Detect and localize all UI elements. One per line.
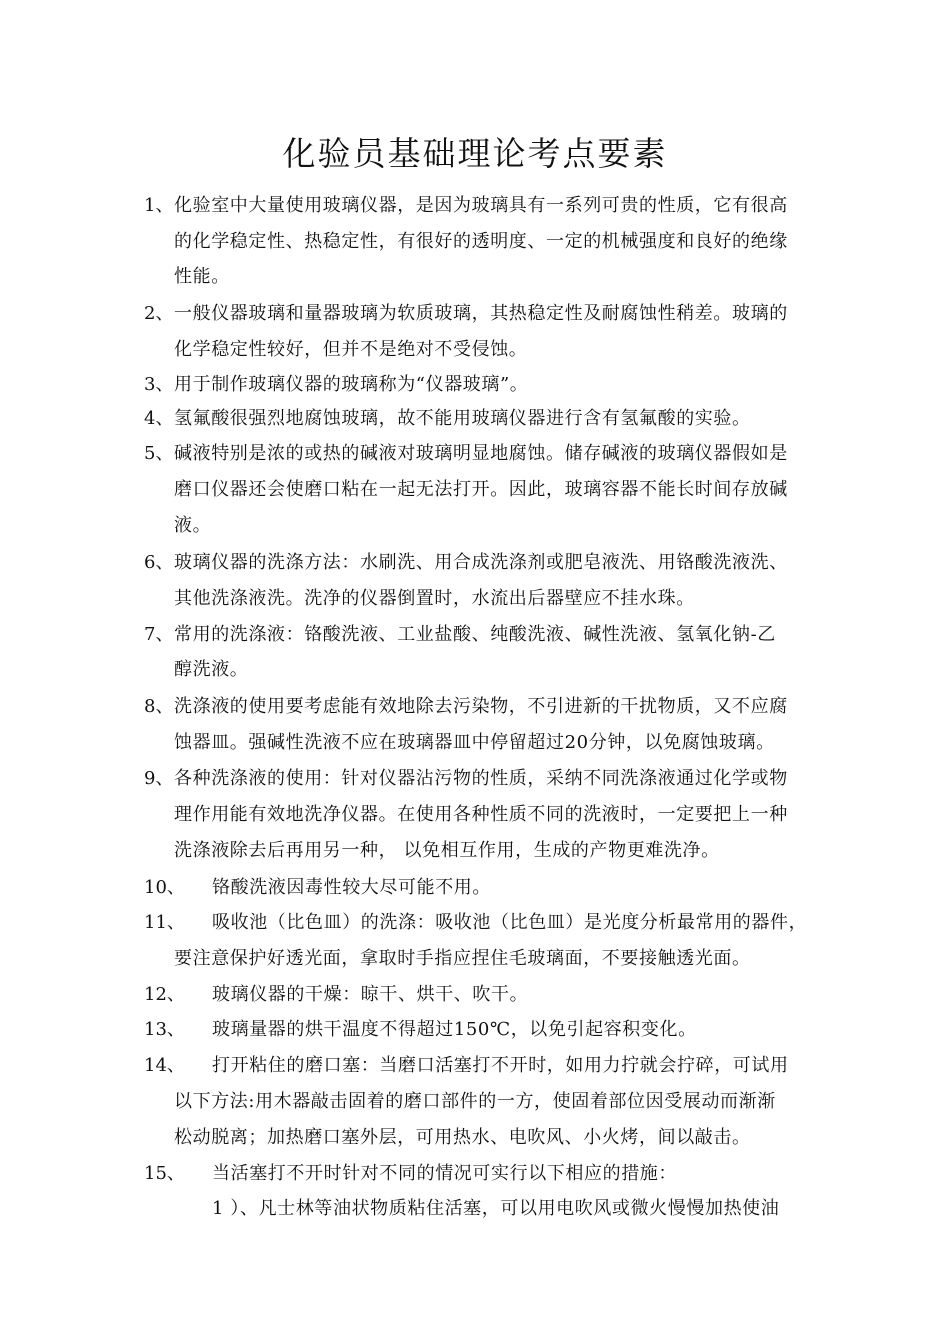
item-number: 9、 <box>144 768 174 789</box>
sub-item-text: 1 ）、凡士林等油状物质粘住活塞，可以用电吹风或微火慢慢加热使油 <box>212 1198 780 1219</box>
item-text: 常用的洗涤液：铬酸洗液、工业盐酸、纯酸洗液、碱性洗液、氢氧化钠-乙 <box>174 624 776 645</box>
item-text: 一般仪器玻璃和量器玻璃为软质玻璃，其热稳定性及耐腐蚀性稍差。玻璃的 <box>174 303 788 324</box>
page-title: 化验员基础理论考点要素 <box>282 134 668 173</box>
item-text: 性能。 <box>174 266 230 287</box>
item-number: 2、 <box>144 303 174 324</box>
item-text: 以下方法:用木器敲击固着的磨口部件的一方，使固着部位因受展动而渐渐 <box>174 1091 776 1112</box>
item-text: 的化学稳定性、热稳定性，有很好的透明度、一定的机械强度和良好的绝缘 <box>174 231 788 252</box>
item-number: 15、 <box>144 1163 185 1184</box>
item-text: 氢氟酸很强烈地腐蚀玻璃，故不能用玻璃仪器进行含有氢氟酸的实验。 <box>174 408 751 429</box>
item-text: 化学稳定性较好，但并不是绝对不受侵蚀。 <box>174 339 528 360</box>
item-number: 12、 <box>144 984 185 1005</box>
item-text: 液。 <box>174 515 212 536</box>
item-text: 各种洗涤液的使用：针对仪器沾污物的性质，采纳不同洗涤液通过化学或物 <box>174 768 788 789</box>
item-text: 理作用能有效地洗净仪器。在使用各种性质不同的洗液时，一定要把上一种 <box>174 804 788 825</box>
item-text: 洗涤液的使用要考虑能有效地除去污染物，不引进新的干扰物质，又不应腐 <box>174 696 788 717</box>
item-number: 5、 <box>144 443 174 464</box>
item-number: 11、 <box>144 912 185 933</box>
item-number: 10、 <box>144 877 185 898</box>
item-text: 洗涤液除去后再用另一种， 以免相互作用，生成的产物更难洗净。 <box>174 840 720 861</box>
item-number: 8、 <box>144 696 174 717</box>
item-text: 打开粘住的磨口塞：当磨口活塞打不开时，如用力拧就会拧碎，可试用 <box>212 1055 789 1076</box>
item-number: 7、 <box>144 624 174 645</box>
item-text: 玻璃仪器的干燥：晾干、烘干、吹干。 <box>212 984 529 1005</box>
item-text: 醇洗液。 <box>174 659 249 680</box>
item-number: 13、 <box>144 1019 185 1040</box>
item-text: 磨口仪器还会使磨口粘在一起无法打开。因此，玻璃容器不能长时间存放碱 <box>174 479 788 500</box>
item-text: 碱液特别是浓的或热的碱液对玻璃明显地腐蚀。储存碱液的玻璃仪器假如是 <box>174 443 788 464</box>
item-text: 蚀器皿。强碱性洗液不应在玻璃器皿中停留超过20分钟，以免腐蚀玻璃。 <box>174 732 775 753</box>
item-text: 要注意保护好透光面，拿取时手指应捏住毛玻璃面，不要接触透光面。 <box>174 948 751 969</box>
item-text: 当活塞打不开时针对不同的情况可实行以下相应的措施： <box>212 1163 677 1184</box>
item-text: 用于制作玻璃仪器的玻璃称为“仪器玻璃”。 <box>174 374 529 395</box>
item-number: 6、 <box>144 552 174 573</box>
item-text: 玻璃量器的烘干温度不得超过150℃，以免引起容积变化。 <box>212 1019 697 1040</box>
item-text: 化验室中大量使用玻璃仪器，是因为玻璃具有一系列可贵的性质，它有很高 <box>174 195 788 216</box>
item-number: 4、 <box>144 408 174 429</box>
item-text: 松动脱离；加热磨口塞外层，可用热水、电吹风、小火烤，间以敲击。 <box>174 1127 751 1148</box>
item-text: 其他洗涤液洗。洗净的仪器倒置时，水流出后器壁应不挂水珠。 <box>174 588 695 609</box>
item-text: 铬酸洗液因毒性较大尽可能不用。 <box>212 877 491 898</box>
item-number: 3、 <box>144 374 174 395</box>
item-text: 吸收池（比色皿）的洗涤：吸收池（比色皿）是光度分析最常用的器件， <box>212 912 808 933</box>
item-number: 14、 <box>144 1055 185 1076</box>
item-text: 玻璃仪器的洗涤方法：水刷洗、用合成洗涤剂或肥皂液洗、用铬酸洗液洗、 <box>174 552 788 573</box>
item-number: 1、 <box>144 195 174 216</box>
